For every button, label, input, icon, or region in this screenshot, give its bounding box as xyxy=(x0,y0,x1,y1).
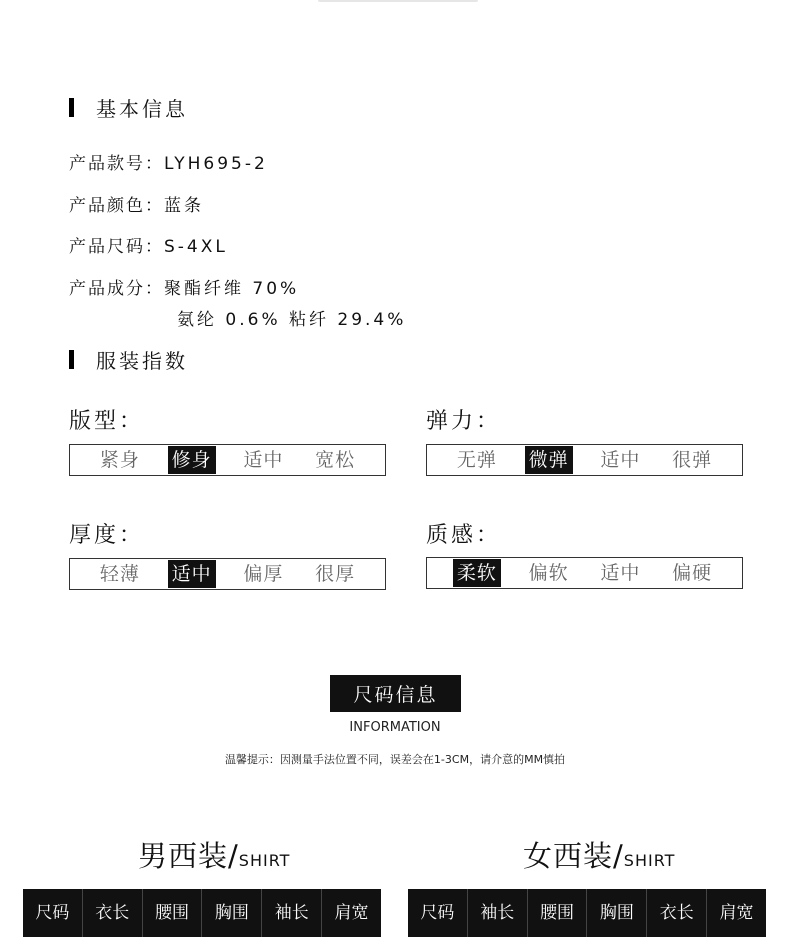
basic-info-heading xyxy=(69,95,188,119)
index-option-selected: 修身 xyxy=(168,446,216,474)
table-header-cell: 腰围 xyxy=(528,889,588,937)
table-header-cell: 衣长 xyxy=(647,889,707,937)
index-option: 很弹 xyxy=(672,449,713,471)
heading-bar xyxy=(69,98,74,117)
index-option-selected: 微弹 xyxy=(525,446,573,474)
info-row-size xyxy=(69,232,228,257)
info-value: 蓝条 xyxy=(164,196,204,216)
cropped-top-text xyxy=(318,0,478,2)
index-option: 紧身 xyxy=(99,449,140,471)
table-header-cell: 腰围 xyxy=(143,889,203,937)
elasticity-label: 弹力： xyxy=(426,409,502,434)
table-header-cell: 肩宽 xyxy=(719,903,754,923)
women-table-title xyxy=(523,834,675,875)
size-info-tip: 温馨提示：因测量手法位置不同，误差会在1-3CM，请介意的MM慎拍 xyxy=(224,753,566,766)
fit-label: 版型： xyxy=(69,409,145,434)
men-table-title xyxy=(138,834,290,875)
thickness-scale xyxy=(69,558,386,590)
texture-label: 质感： xyxy=(426,523,502,548)
table-title-sub: SHIRT xyxy=(238,851,291,870)
index-option: 偏厚 xyxy=(243,563,284,585)
info-row-material xyxy=(69,274,299,299)
table-title-slash: / xyxy=(613,839,624,873)
table-header-cell: 衣长 xyxy=(83,889,143,937)
info-label: 产品颜色： xyxy=(69,196,164,216)
thickness-label: 厚度： xyxy=(69,523,145,548)
table-header-cell: 袖长 xyxy=(468,889,528,937)
basic-info-title: 基本信息 xyxy=(96,96,188,121)
info-material-continuation: 氨纶 0.6% 粘纤 29.4% xyxy=(177,310,407,330)
table-title-text: 男西装 xyxy=(138,839,229,873)
index-option: 偏软 xyxy=(528,562,569,584)
size-info-subtitle: INFORMATION xyxy=(349,720,441,735)
table-title-slash: / xyxy=(228,839,239,873)
info-row-style-no xyxy=(69,149,268,174)
table-header-cell: 胸围 xyxy=(202,889,262,937)
index-option: 轻薄 xyxy=(99,563,140,585)
women-size-table-header xyxy=(408,889,766,937)
index-option: 无弹 xyxy=(456,449,497,471)
index-option: 适中 xyxy=(243,449,284,471)
elasticity-scale xyxy=(426,444,743,476)
index-option: 宽松 xyxy=(315,449,356,471)
men-size-table-header xyxy=(23,889,381,937)
index-option: 很厚 xyxy=(315,563,356,585)
table-title-sub: SHIRT xyxy=(623,851,676,870)
texture-scale xyxy=(426,557,743,589)
info-label: 产品成分： xyxy=(69,279,164,299)
info-label: 产品款号： xyxy=(69,154,164,174)
index-option: 适中 xyxy=(600,449,641,471)
fit-scale xyxy=(69,444,386,476)
table-title-text: 女西装 xyxy=(523,839,614,873)
index-option: 偏硬 xyxy=(672,562,713,584)
table-header-cell: 尺码 xyxy=(23,889,83,937)
index-option-selected: 柔软 xyxy=(453,559,501,587)
apparel-index-heading xyxy=(69,347,188,371)
heading-bar xyxy=(69,350,74,369)
size-info-badge: 尺码信息 xyxy=(330,675,461,712)
table-header-cell: 胸围 xyxy=(587,889,647,937)
table-header-cell: 肩宽 xyxy=(334,903,369,923)
info-label: 产品尺码： xyxy=(69,237,164,257)
table-header-cell: 袖长 xyxy=(262,889,322,937)
table-header-cell: 尺码 xyxy=(408,889,468,937)
info-value: 聚酯纤维 70% xyxy=(164,279,300,299)
info-row-color xyxy=(69,191,204,216)
index-option: 适中 xyxy=(600,562,641,584)
info-value: S-4XL xyxy=(164,237,228,257)
info-value: LYH695-2 xyxy=(164,154,268,174)
apparel-index-title: 服装指数 xyxy=(96,348,188,373)
index-option-selected: 适中 xyxy=(168,560,216,588)
